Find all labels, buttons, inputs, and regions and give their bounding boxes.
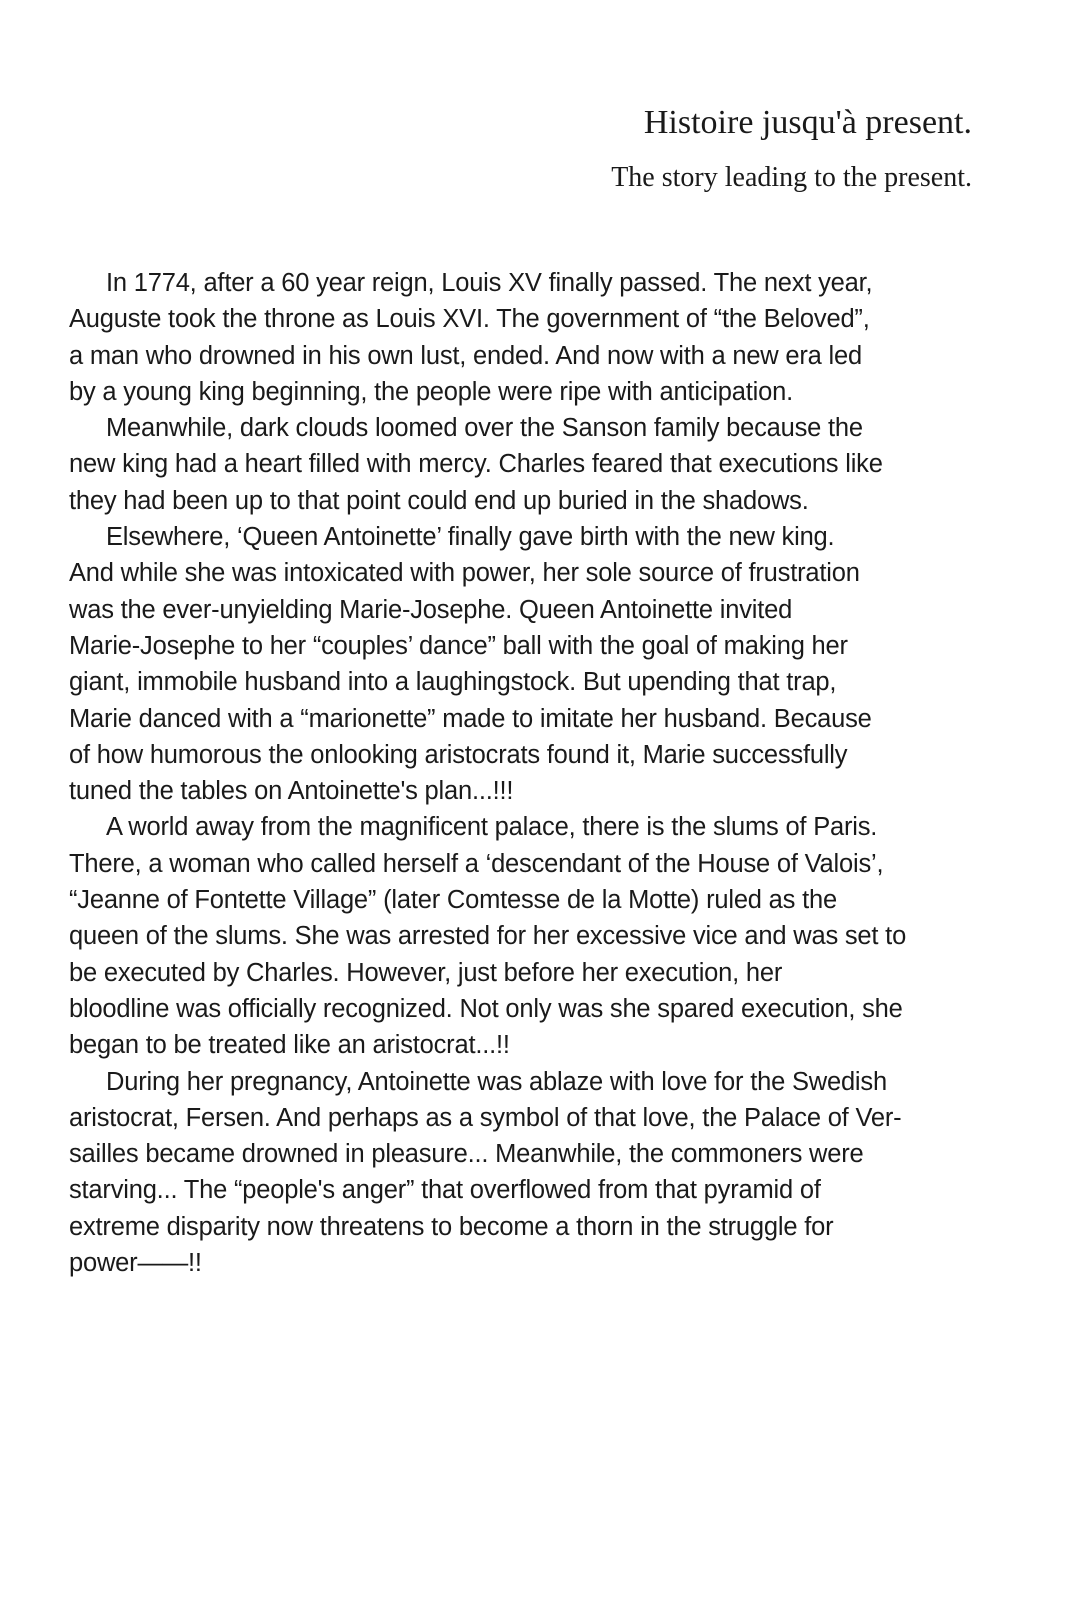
text-line: they had been up to that point could end up buried in the shadows.: [69, 486, 809, 515]
text-line: by a young king beginning, the people were ripe with anticipation.: [69, 377, 793, 406]
text-line: Meanwhile, dark clouds loomed over the Sanson family because the: [106, 414, 863, 443]
text-line: And while she was intoxicated with power, her sole source of frustration: [69, 559, 860, 588]
text-line: Marie danced with a “marionette” made to imitate her husband. Because: [69, 704, 872, 733]
text-line: Marie-Josephe to her “couples’ dance” ball with the goal of making her: [69, 631, 848, 660]
text-line: starving... The “people's anger” that overflowed from that pyramid of: [69, 1176, 821, 1205]
text-line: was the ever-unyielding Marie-Josephe. Queen Antoinette invited: [69, 595, 793, 624]
text-line: sailles became drowned in pleasure... Meanwhile, the commoners were: [69, 1140, 864, 1169]
text-line: be executed by Charles. However, just before her execution, her: [69, 958, 783, 987]
text-line: power——!!: [69, 1249, 202, 1278]
text-line: bloodline was officially recognized. Not only was she spared execution, she: [69, 994, 903, 1023]
text-line: tuned the tables on Antoinette's plan...!!!: [69, 777, 514, 806]
text-line: “Jeanne of Fontette Village” (later Comtesse de la Motte) ruled as the: [69, 886, 837, 915]
paragraph: [69, 265, 1029, 410]
page-subtitle: The story leading to the present.: [611, 162, 972, 193]
text-line: a man who drowned in his own lust, ended. And now with a new era led: [69, 341, 862, 370]
text-line: Elsewhere, ‘Queen Antoinette’ finally gave birth with the new king.: [106, 523, 835, 552]
paragraph: [69, 809, 1029, 1063]
text-line: In 1774, after a 60 year reign, Louis XV finally passed. The next year,: [106, 269, 873, 297]
paragraph: [69, 410, 1029, 519]
text-line: giant, immobile husband into a laughingstock. But upending that trap,: [69, 668, 837, 697]
text-line: Auguste took the throne as Louis XVI. The government of “the Beloved”,: [69, 305, 870, 334]
text-line: queen of the slums. She was arrested for her excessive vice and was set to: [69, 922, 907, 951]
paragraph: [69, 519, 1029, 809]
text-line: of how humorous the onlooking aristocrats found it, Marie successfully: [69, 740, 848, 769]
story-body: [69, 265, 1029, 1281]
text-line: aristocrat, Fersen. And perhaps as a symbol of that love, the Palace of Ver-: [69, 1103, 902, 1132]
page-title: Histoire jusqu'à present.: [643, 104, 972, 141]
text-line: A world away from the magnificent palace, there is the slums of Paris.: [106, 813, 878, 842]
paragraph: [69, 1064, 1029, 1282]
text-line: new king had a heart filled with mercy. Charles feared that executions like: [69, 450, 883, 479]
text-line: There, a woman who called herself a ‘descendant of the House of Valois’,: [69, 849, 884, 878]
text-line: During her pregnancy, Antoinette was ablaze with love for the Swedish: [106, 1067, 887, 1096]
text-line: extreme disparity now threatens to become a thorn in the struggle for: [69, 1212, 834, 1241]
text-line: began to be treated like an aristocrat...!!: [69, 1031, 510, 1060]
